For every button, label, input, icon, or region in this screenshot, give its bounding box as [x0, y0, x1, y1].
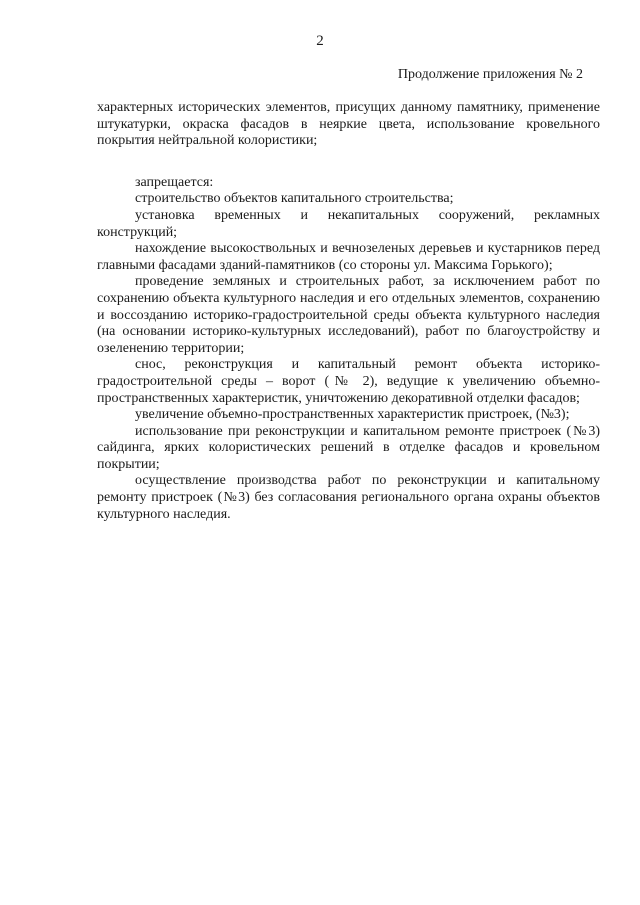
prohibited-item-4: проведение земляных и строительных работ, за исключением работ по сохранению объекта культурного наследия и его отдельных элементов, сохранению и воссозданию историко-градостроительной среды объекта культурного наследия (на основании историко-культурных исследований), работ по благоустройству и озеленению территории; [97, 274, 600, 356]
appendix-note: Продолжение приложения № 2 [397, 67, 583, 82]
prohibited-item-2: установка временных и некапитальных сооружений, рекламных конструкций; [97, 207, 600, 240]
paragraph-gap [97, 150, 600, 175]
prohibited-item-7: использование при реконструкции и капитальном ремонте пристроек (№3) сайдинга, ярких колористических решений в отделке фасадов и кровельном покрытии; [97, 423, 600, 472]
intro-paragraph: характерных исторических элементов, присущих данному памятнику, применение штукатурки, окраска фасадов в неяркие цвета, использование кровельного покрытия нейтральной колористики; [97, 100, 600, 149]
prohibited-item-8: осуществление производства работ по реконструкции и капитальному ремонту пристроек (№3) без согласования регионального органа охраны объектов культурного наследия. [97, 473, 600, 522]
prohibited-item-1: строительство объектов капитального строительства; [135, 191, 454, 207]
prohibited-item-5: снос, реконструкция и капитальный ремонт объекта историко-градостроительной среды – ворот (№ 2), ведущие к увеличению объемно-пространственных характеристик, уничтожению декоративной отделки фасадов; [97, 357, 600, 406]
document-body [97, 100, 600, 523]
prohibited-item-6: увеличение объемно-пространственных характеристик пристроек, (№3); [135, 407, 570, 423]
page-number: 2 [316, 33, 324, 49]
prohibited-item-3: нахождение высокоствольных и вечнозеленых деревьев и кустарников перед главными фасадами зданий-памятников (со стороны ул. Максима Горького); [97, 241, 600, 273]
prohibited-heading: запрещается: [135, 174, 214, 190]
